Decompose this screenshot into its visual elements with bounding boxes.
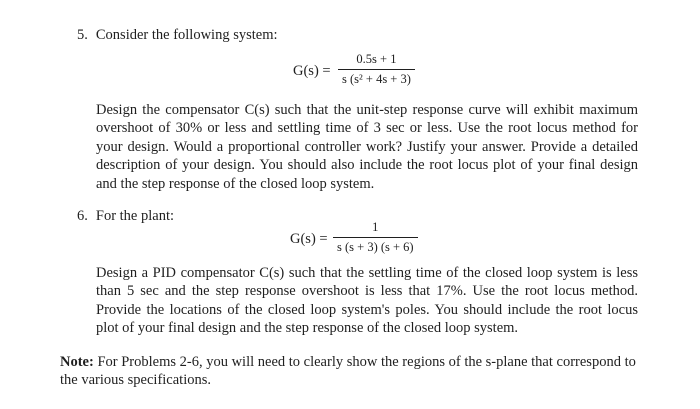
problem-5-equation-lhs: G(s) = xyxy=(293,63,331,79)
problem-6-heading-text: For the plant: xyxy=(95,208,175,224)
problem-5-equation-denominator: s (s² + 4s + 3) xyxy=(342,72,411,86)
note-label: Note: xyxy=(60,354,94,370)
problem-5-equation-numerator: 0.5s + 1 xyxy=(356,52,397,66)
problem-6-number: 6. xyxy=(77,208,88,224)
problem-6-equation-fraction xyxy=(333,220,418,255)
problem-6-body: Design a PID compensator C(s) such that the settling time of the closed loop system is less than 5 sec and the step response overshoot is less that 17%. Use the root locus method. Provide the locations of the closed loop system's poles. You should include the root locus plot of your final design and the step response of the closed loop system. xyxy=(96,265,638,337)
problem-5-heading xyxy=(77,26,278,44)
problem-6-equation-denominator: s (s + 3) (s + 6) xyxy=(337,240,414,254)
note-paragraph xyxy=(60,353,640,390)
problem-6-equation-lhs: G(s) = xyxy=(290,231,328,247)
note-text: For Problems 2-6, you will need to clearly show the regions of the s-plane that correspond to the various specifications. xyxy=(60,354,636,389)
problem-6-heading xyxy=(77,207,174,225)
problem-5-heading-text: Consider the following system: xyxy=(95,27,278,43)
problem-5-body: Design the compensator C(s) such that the unit-step response curve will exhibit maximum overshoot of 30% or less and settling time of 3 sec or less. Use the root locus method for your design. Would a proportional controller work? Justify your answer. Provide a detailed description of your design. You should also include the root locus plot of your final design and the step response of the closed loop system. xyxy=(96,102,638,192)
problem-6-equation-numerator: 1 xyxy=(372,220,379,234)
problem-5-equation-fraction xyxy=(338,52,415,87)
problem-5-number: 5. xyxy=(77,27,88,43)
